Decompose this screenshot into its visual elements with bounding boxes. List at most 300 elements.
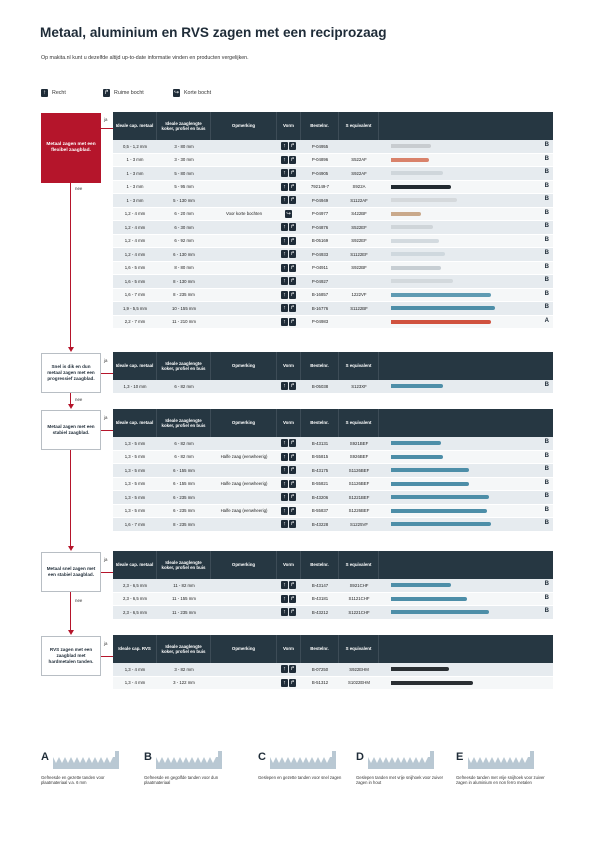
cell-order: B-55837 bbox=[311, 508, 329, 514]
cell-range: 11 - 82 mm bbox=[173, 582, 195, 588]
blade-type-letter: B bbox=[544, 142, 549, 148]
question-box-rvs: RVS zagen met een zaagblad met hardmetalen tanden. bbox=[41, 636, 101, 676]
shape-cell bbox=[277, 663, 301, 676]
cell-cap: 2,3 - 6,5 mm bbox=[122, 609, 148, 615]
wide-curve-icon: ↱ bbox=[290, 480, 295, 487]
blade-table-rvs bbox=[113, 635, 553, 690]
straight-cut-icon: ↑ bbox=[281, 595, 288, 603]
blade-image-cell bbox=[379, 154, 553, 167]
cell-cap: 1,2 - 4 mm bbox=[124, 224, 146, 230]
cell-order: B-51312 bbox=[311, 680, 329, 686]
straight-cut-icon: ↑ bbox=[281, 466, 288, 474]
cell-cap: 1 - 3 mm bbox=[126, 184, 144, 190]
cell-equiv: S1225VF bbox=[350, 521, 368, 527]
column-header: Ideale zaaglengte koker, profiel en buis bbox=[157, 551, 211, 579]
wide-curve-icon: ↱ bbox=[290, 383, 295, 390]
blade-image-cell bbox=[379, 606, 553, 619]
blade-type-letter: B bbox=[544, 236, 549, 243]
column-header bbox=[379, 409, 553, 437]
cell-order: P-04949 bbox=[311, 197, 329, 203]
straight-cut-icon: ↑ bbox=[281, 493, 288, 501]
cell-range: 8 - 80 mm bbox=[174, 265, 194, 271]
blade-table-flexible bbox=[113, 112, 553, 329]
straight-cut-icon: ↑ bbox=[281, 382, 288, 390]
straight-cut-icon: ↑ bbox=[281, 237, 288, 245]
shape-cell bbox=[277, 289, 301, 302]
blade-type-letter: B bbox=[544, 304, 549, 310]
blade-image bbox=[391, 597, 467, 601]
cell-range: 11 - 210 mm bbox=[172, 319, 196, 325]
blade-tooth-profile bbox=[368, 751, 434, 769]
wide-curve-icon: ↱ bbox=[290, 609, 295, 616]
wide-curve-icon: ↱ bbox=[290, 467, 295, 474]
straight-cut-icon: ↑ bbox=[43, 90, 46, 96]
cell-equiv: S926BEF bbox=[349, 454, 369, 460]
blade-image bbox=[391, 667, 449, 671]
column-header: Opmerking bbox=[211, 112, 277, 140]
column-header: Vorm bbox=[277, 112, 301, 140]
blade-tooth-profile bbox=[156, 751, 222, 769]
blade-image-cell bbox=[379, 663, 553, 676]
table-header bbox=[113, 352, 553, 380]
table-row bbox=[113, 606, 553, 620]
blade-image-cell bbox=[379, 491, 553, 504]
column-header: Bestelnr. bbox=[301, 352, 339, 380]
table-row bbox=[113, 221, 553, 235]
table-row bbox=[113, 464, 553, 478]
cell-cap: 1,3 - 5 mm bbox=[124, 481, 146, 487]
cell-equiv: S1226BEF bbox=[348, 508, 370, 514]
blade-image bbox=[391, 279, 453, 283]
column-header: Bestelnr. bbox=[301, 112, 339, 140]
cell-remark bbox=[211, 140, 277, 153]
straight-cut-icon: ↑ bbox=[281, 250, 288, 258]
legend-straight bbox=[41, 88, 66, 98]
column-header: Opmerking bbox=[211, 352, 277, 380]
shape-cell bbox=[277, 221, 301, 234]
yes-label: ja bbox=[104, 641, 108, 646]
wide-curve-icon: ↱ bbox=[290, 291, 295, 298]
shape-cell bbox=[277, 518, 301, 531]
cell-cap: 1,3 - 5 mm bbox=[124, 508, 146, 514]
cell-range: 6 - 82 mm bbox=[174, 440, 194, 446]
table-row bbox=[113, 663, 553, 677]
cell-range: 5 - 80 mm bbox=[174, 170, 194, 176]
cell-cap: 1,6 - 7 mm bbox=[124, 292, 146, 298]
cell-order: P-04927 bbox=[311, 278, 329, 284]
cell-range: 6 - 92 mm bbox=[174, 238, 194, 244]
yes-label: ja bbox=[104, 557, 108, 562]
blade-image bbox=[391, 455, 443, 459]
column-header bbox=[379, 352, 553, 380]
wide-curve-icon: ↱ bbox=[290, 582, 295, 589]
straight-cut-icon: ↑ bbox=[281, 439, 288, 447]
shape-cell bbox=[277, 208, 301, 221]
blade-table-stable bbox=[113, 409, 553, 532]
blade-image bbox=[391, 144, 431, 148]
blade-tooth-profile bbox=[468, 751, 534, 769]
table-row bbox=[113, 289, 553, 303]
straight-cut-icon: ↑ bbox=[281, 291, 288, 299]
column-header: Vorm bbox=[277, 635, 301, 663]
straight-cut-icon: ↑ bbox=[281, 264, 288, 272]
blade-type-letter: B bbox=[544, 452, 549, 459]
short-curve-icon: ↪ bbox=[286, 210, 291, 217]
column-header: Opmerking bbox=[211, 409, 277, 437]
shape-cell bbox=[277, 464, 301, 477]
shape-cell bbox=[277, 140, 301, 153]
flow-line bbox=[70, 592, 71, 631]
cell-equiv: S922A bbox=[352, 184, 366, 190]
cell-remark bbox=[211, 262, 277, 275]
cell-order: P-04911 bbox=[312, 265, 328, 271]
cell-order: B-55815 bbox=[311, 454, 329, 460]
straight-cut-icon: ↑ bbox=[281, 277, 288, 285]
cell-equiv bbox=[339, 275, 379, 288]
cell-cap: 0,5 - 1,2 mm bbox=[122, 143, 148, 149]
table-row bbox=[113, 262, 553, 276]
cell-equiv: S1126BEF bbox=[348, 467, 370, 473]
cell-equiv: S921CHF bbox=[349, 582, 369, 588]
blade-type-letter: B bbox=[544, 196, 549, 202]
blade-type-letter: B bbox=[544, 382, 549, 388]
cell-equiv: S1122AF bbox=[350, 197, 368, 203]
straight-cut-icon: ↑ bbox=[281, 679, 288, 687]
legend-label: Recht bbox=[52, 90, 66, 96]
cell-order: B-43131 bbox=[311, 440, 329, 446]
cell-order: B-16857 bbox=[311, 292, 329, 298]
shape-cell bbox=[277, 677, 301, 690]
flow-arrow bbox=[68, 347, 74, 352]
table-row bbox=[113, 248, 553, 262]
cell-order: P-04905 bbox=[311, 170, 329, 176]
cell-range: 5 - 95 mm bbox=[174, 184, 194, 190]
blade-type-letter: B bbox=[544, 493, 549, 499]
table-header bbox=[113, 112, 553, 140]
column-header: Vorm bbox=[277, 409, 301, 437]
column-header: Bestelnr. bbox=[301, 409, 339, 437]
blade-image bbox=[391, 468, 469, 472]
blade-type-letter: A bbox=[544, 317, 549, 324]
cell-remark bbox=[211, 302, 277, 315]
blade-image bbox=[391, 384, 443, 388]
straight-cut-icon: ↑ bbox=[281, 608, 288, 616]
blade-type-letter: B bbox=[544, 209, 549, 216]
cell-order: B-16776 bbox=[311, 305, 329, 311]
table-row bbox=[113, 491, 553, 505]
blade-type-letter: B bbox=[144, 751, 152, 763]
blade-image bbox=[391, 185, 451, 189]
table-row bbox=[113, 181, 553, 195]
cell-equiv: S522EF bbox=[351, 224, 367, 230]
cell-cap: 1,2 - 4 mm bbox=[124, 251, 146, 257]
table-row bbox=[113, 316, 553, 330]
blade-image-cell bbox=[379, 194, 553, 207]
straight-cut-icon: ↑ bbox=[281, 156, 288, 164]
shape-cell bbox=[277, 316, 301, 329]
blade-type-description: Geslepen tanden met vrije snijhoek voor zuiver zagen in hout bbox=[356, 775, 444, 786]
flow-arrow bbox=[68, 404, 74, 409]
table-row bbox=[113, 505, 553, 519]
cell-equiv: S1022EHM bbox=[348, 680, 370, 686]
flow-line bbox=[101, 572, 113, 573]
wide-curve-icon: ↱ bbox=[290, 224, 295, 231]
cell-cap: 1 - 3 mm bbox=[126, 157, 144, 163]
table-header bbox=[113, 409, 553, 437]
cell-remark bbox=[211, 464, 277, 477]
blade-tooth-profile bbox=[53, 751, 119, 769]
cell-remark: Halfe zaag (eenwheerig) bbox=[220, 454, 268, 460]
straight-cut-icon: ↑ bbox=[281, 142, 288, 150]
cell-cap: 1,3 - 4 mm bbox=[124, 680, 146, 686]
cell-order: B-55821 bbox=[311, 481, 329, 487]
wide-curve-icon: ↱ bbox=[290, 156, 295, 163]
blade-teeth-shape bbox=[53, 751, 119, 769]
wide-curve-icon: ↱ bbox=[290, 521, 295, 528]
question-box-stable: Metaal zagen met een stabiel zaagblad. bbox=[41, 410, 101, 450]
blade-type-letter: B bbox=[544, 223, 549, 229]
shape-cell bbox=[277, 437, 301, 450]
cell-order: B-43206 bbox=[311, 494, 329, 500]
table-row bbox=[113, 380, 553, 394]
cell-remark bbox=[211, 221, 277, 234]
blade-type-letter: B bbox=[544, 581, 549, 587]
cell-cap: 1 - 3 mm bbox=[126, 170, 144, 176]
cell-remark bbox=[211, 289, 277, 302]
cell-remark bbox=[211, 248, 277, 261]
blade-type-letter: B bbox=[544, 520, 549, 526]
blade-image-cell bbox=[379, 316, 553, 329]
cell-cap: 2,3 - 6,5 mm bbox=[122, 582, 148, 588]
cell-order: B-43228 bbox=[311, 521, 329, 527]
blade-image bbox=[391, 266, 441, 270]
cell-remark bbox=[211, 181, 277, 194]
blade-image bbox=[391, 293, 491, 297]
column-header: Bestelnr. bbox=[301, 551, 339, 579]
blade-type-letter: B bbox=[544, 169, 549, 175]
cell-equiv: S123XF bbox=[351, 383, 367, 389]
cell-remark bbox=[211, 606, 277, 619]
shape-cell bbox=[277, 235, 301, 248]
column-header: Ideale cap. metaal bbox=[113, 112, 157, 140]
cell-cap: 1,3 - 5 mm bbox=[124, 494, 146, 500]
cell-remark bbox=[211, 316, 277, 329]
blade-type-letter: E bbox=[456, 751, 464, 763]
cell-cap: 1,3 - 5 mm bbox=[124, 440, 146, 446]
wide-curve-icon: ↱ bbox=[290, 237, 295, 244]
blade-image bbox=[391, 225, 433, 229]
shape-cell bbox=[277, 194, 301, 207]
cell-range: 6 - 235 mm bbox=[173, 508, 195, 514]
blade-type-letter: B bbox=[544, 277, 549, 283]
blade-image-cell bbox=[379, 451, 553, 464]
blade-teeth-shape bbox=[156, 751, 222, 769]
blade-image-cell bbox=[379, 505, 553, 518]
blade-image bbox=[391, 306, 495, 310]
wide-curve-icon: ↱ bbox=[290, 507, 295, 514]
table-row bbox=[113, 451, 553, 465]
cell-range: 6 - 235 mm bbox=[173, 494, 195, 500]
cell-cap: 2,3 - 6,5 mm bbox=[122, 596, 148, 602]
legend-short-curve bbox=[173, 88, 211, 98]
cell-range: 3 - 82 mm bbox=[174, 666, 194, 672]
shape-cell bbox=[277, 606, 301, 619]
blade-type-letter: B bbox=[544, 479, 549, 486]
blade-image-cell bbox=[379, 478, 553, 491]
cell-equiv: S922EHM bbox=[349, 666, 369, 672]
table-header bbox=[113, 635, 553, 663]
cell-range: 6 - 155 mm bbox=[173, 467, 195, 473]
cell-cap: 1,2 - 4 mm bbox=[124, 238, 146, 244]
cell-equiv: S922AF bbox=[351, 170, 367, 176]
table-row bbox=[113, 167, 553, 181]
blade-image bbox=[391, 610, 489, 614]
shape-cell bbox=[277, 478, 301, 491]
shape-cell bbox=[277, 167, 301, 180]
cell-order: B-43181 bbox=[311, 596, 329, 602]
blade-image bbox=[391, 522, 491, 526]
table-row bbox=[113, 593, 553, 607]
wide-curve-icon: ↱ bbox=[290, 143, 295, 150]
cell-cap: 1,3 - 5 mm bbox=[124, 467, 146, 473]
column-header: Ideale cap. metaal bbox=[113, 551, 157, 579]
cell-remark: Voor korte bochten bbox=[225, 211, 263, 217]
blade-image bbox=[391, 239, 439, 243]
cell-equiv: S1221BEF bbox=[348, 494, 370, 500]
wide-curve-icon: ↱ bbox=[290, 440, 295, 447]
cell-order: P-04933 bbox=[311, 251, 329, 257]
cell-cap: 1,9 - 5,5 mm bbox=[122, 305, 148, 311]
cell-equiv: S1122BF bbox=[350, 305, 368, 311]
cell-remark bbox=[211, 518, 277, 531]
column-header: Ideale cap. metaal bbox=[113, 352, 157, 380]
wide-curve-icon: ↱ bbox=[290, 595, 295, 602]
cell-range: 8 - 235 mm bbox=[173, 521, 195, 527]
straight-cut-icon: ↑ bbox=[281, 196, 288, 204]
straight-cut-icon: ↑ bbox=[281, 507, 288, 515]
column-header: S equivalent bbox=[339, 352, 379, 380]
cell-remark bbox=[211, 491, 277, 504]
column-header: Vorm bbox=[277, 352, 301, 380]
cell-equiv: S1126BEF bbox=[348, 481, 370, 487]
straight-cut-icon: ↑ bbox=[281, 581, 288, 589]
table-row bbox=[113, 437, 553, 451]
blade-image-cell bbox=[379, 181, 553, 194]
cell-equiv: S922BF bbox=[351, 265, 367, 271]
cell-order: B-05038 bbox=[311, 383, 329, 389]
legend-label: Korte bocht bbox=[184, 90, 212, 96]
cell-order: B-07250 bbox=[311, 666, 329, 672]
cell-range: 11 - 235 mm bbox=[172, 609, 196, 615]
column-header bbox=[379, 112, 553, 140]
cell-equiv: S1221CHF bbox=[348, 609, 370, 615]
column-header bbox=[379, 551, 553, 579]
column-header: Ideale zaaglengte koker, profiel en buis bbox=[157, 409, 211, 437]
cell-range: 8 - 235 mm bbox=[173, 292, 195, 298]
blade-type-letter: B bbox=[544, 594, 549, 601]
shape-cell bbox=[277, 593, 301, 606]
blade-image bbox=[391, 482, 469, 486]
blade-type-letter: B bbox=[544, 466, 549, 472]
legend-label: Ruime bocht bbox=[114, 90, 144, 96]
column-header: S equivalent bbox=[339, 112, 379, 140]
shape-cell bbox=[277, 302, 301, 315]
cell-order: P-04983 bbox=[311, 319, 329, 325]
cell-equiv bbox=[339, 140, 379, 153]
blade-image bbox=[391, 171, 443, 175]
blade-type-letter: B bbox=[544, 608, 549, 614]
wide-curve-icon: ↱ bbox=[290, 318, 295, 325]
cell-order: B-43175 bbox=[311, 467, 329, 473]
wide-curve-icon: ↱ bbox=[290, 197, 295, 204]
blade-image-cell bbox=[379, 289, 553, 302]
cell-order: P-04977 bbox=[311, 211, 329, 217]
cell-order: P-04896 bbox=[311, 157, 329, 163]
flow-line bbox=[101, 128, 113, 129]
cell-order: P-04876 bbox=[311, 224, 329, 230]
cell-range: 6 - 82 mm bbox=[174, 454, 194, 460]
cell-cap: 2,2 - 7 mm bbox=[124, 319, 146, 325]
wide-curve-icon: ↱ bbox=[290, 305, 295, 312]
straight-cut-icon: ↑ bbox=[281, 183, 288, 191]
blade-type-letter: B bbox=[544, 250, 549, 256]
straight-cut-icon: ↑ bbox=[281, 169, 288, 177]
flow-line bbox=[101, 656, 113, 657]
cell-remark bbox=[211, 579, 277, 592]
cell-range: 6 - 155 mm bbox=[173, 481, 195, 487]
column-header: Opmerking bbox=[211, 551, 277, 579]
blade-image-cell bbox=[379, 248, 553, 261]
blade-image-cell bbox=[379, 262, 553, 275]
wide-curve-icon: ↱ bbox=[290, 666, 295, 673]
straight-cut-icon: ↑ bbox=[281, 223, 288, 231]
cell-remark bbox=[211, 380, 277, 393]
cell-remark bbox=[211, 663, 277, 676]
cell-range: 6 - 130 mm bbox=[173, 251, 195, 257]
cell-equiv: 1222VF bbox=[351, 292, 367, 298]
wide-curve-icon: ↱ bbox=[290, 679, 295, 686]
blade-image-cell bbox=[379, 677, 553, 690]
blade-image-cell bbox=[379, 579, 553, 592]
shape-cell bbox=[277, 248, 301, 261]
table-row bbox=[113, 302, 553, 316]
blade-image bbox=[391, 495, 489, 499]
blade-tooth-profile bbox=[270, 751, 336, 769]
table-row bbox=[113, 677, 553, 691]
table-row bbox=[113, 579, 553, 593]
page-title: Metaal, aluminium en RVS zagen met een reciprozaag bbox=[40, 25, 387, 40]
shape-cell bbox=[277, 380, 301, 393]
blade-type-letter: D bbox=[356, 751, 364, 763]
column-header: S equivalent bbox=[339, 551, 379, 579]
cell-range: 10 - 155 mm bbox=[171, 305, 197, 311]
yes-label: ja bbox=[104, 117, 108, 122]
cell-range: 3 - 30 mm bbox=[174, 157, 194, 163]
cell-range: 11 - 155 mm bbox=[172, 596, 196, 602]
blade-table-fast-stable bbox=[113, 551, 553, 620]
straight-cut-icon: ↑ bbox=[281, 520, 288, 528]
cell-equiv: S422BF bbox=[351, 211, 367, 217]
cell-order: B-43212 bbox=[311, 609, 329, 615]
column-header: S equivalent bbox=[339, 635, 379, 663]
cell-remark bbox=[211, 235, 277, 248]
cell-remark: Halfe zaag (eenwheerig) bbox=[220, 481, 268, 487]
cell-range: 6 - 82 mm bbox=[174, 383, 194, 389]
cell-remark bbox=[211, 677, 277, 690]
cell-cap: 1,6 - 5 mm bbox=[124, 265, 146, 271]
legend-wide-curve bbox=[103, 88, 144, 98]
blade-teeth-shape bbox=[368, 751, 434, 769]
